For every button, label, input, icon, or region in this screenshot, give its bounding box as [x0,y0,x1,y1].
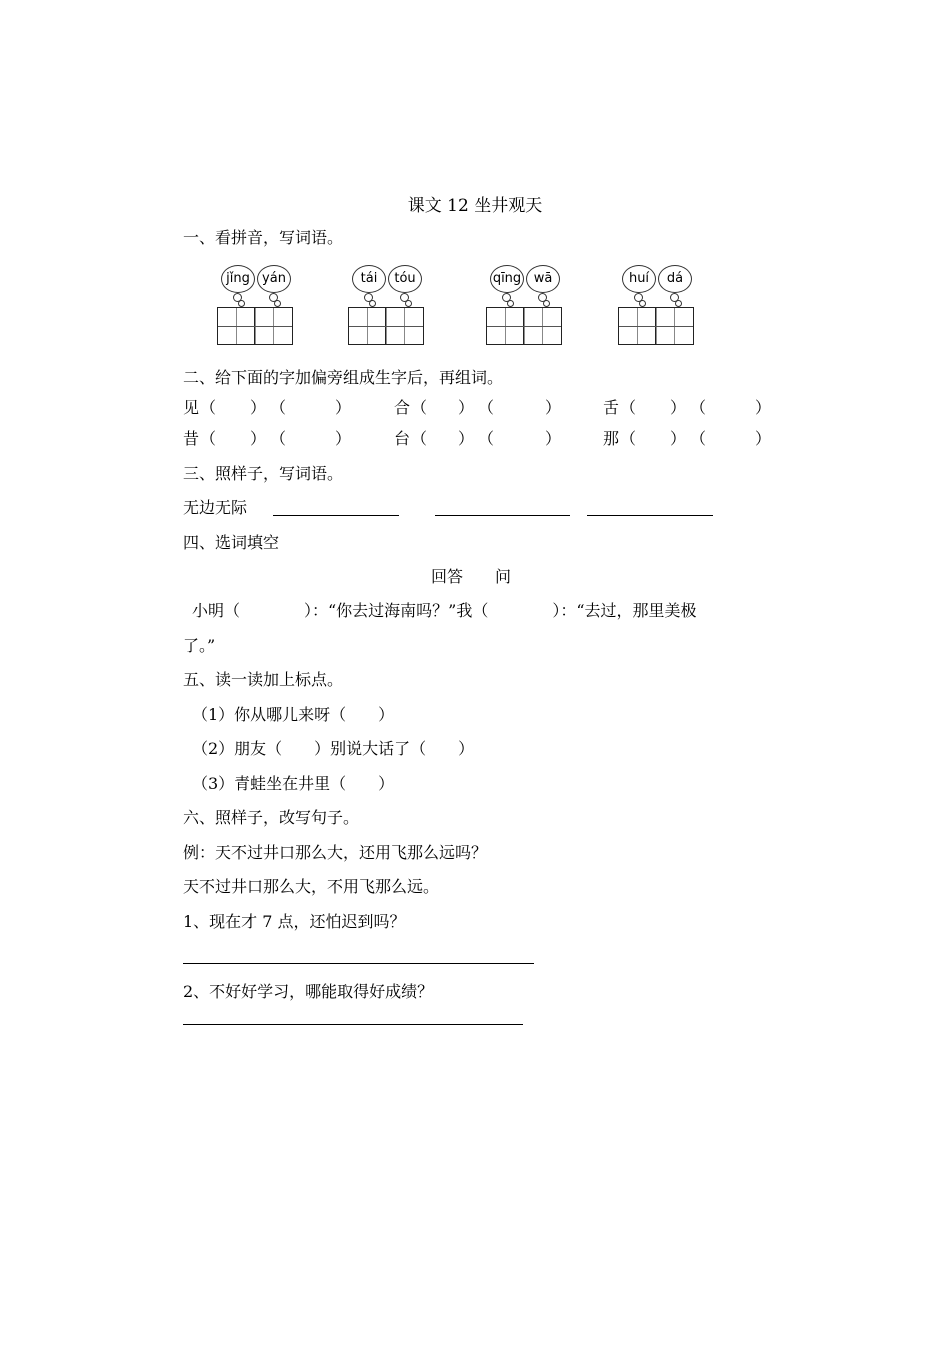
page-title: 课文 12 坐井观天 [407,196,543,216]
pinyin-bubble: jǐng [221,265,255,293]
pinyin-bubble: yán [257,265,291,293]
pinyin-bubble: tái [352,265,386,293]
writing-grid[interactable] [217,307,293,345]
pinyin-group-4 [618,265,698,355]
writing-grid[interactable] [486,307,562,345]
char-na: 那 [603,429,620,448]
char-he: 合 [394,398,411,417]
section3-heading: 三、照样子，写词语。 [183,464,344,483]
word-choices: 回答 问 [431,567,512,586]
pinyin-bubble: qīng [490,265,524,293]
section6-heading: 六、照样子，改写句子。 [183,808,360,827]
punct-item-2: （2）朋友（ ）别说大话了（ ） [192,739,475,758]
question-1: 1、现在才 7 点，还怕迟到吗？ [183,912,406,931]
section2-heading: 二、给下面的字加偏旁组成生字后，再组词。 [183,368,504,387]
section4-heading: 四、选词填空 [183,533,280,552]
question-2: 2、不好好学习，哪能取得好成绩？ [183,982,434,1001]
char-xi: 昔 [183,429,200,448]
punct-item-1: （1）你从哪儿来呀（ ） [192,705,395,724]
pinyin-bubble: tóu [388,265,422,293]
pinyin-group-1 [217,265,297,355]
answer-line[interactable] [183,963,534,964]
answer-line[interactable] [273,515,399,516]
writing-grid[interactable] [348,307,424,345]
answer-line[interactable] [183,1024,523,1025]
writing-grid[interactable] [618,307,694,345]
answer-line[interactable] [587,515,713,516]
fill-sentence-line2: 了。” [183,636,216,655]
pinyin-bubble: dá [658,265,692,293]
pinyin-bubble: wā [526,265,560,293]
char-she: 舌 [603,398,620,417]
pinyin-group-3 [486,265,566,355]
fill-sentence-line1: 小明（ ）：“你去过海南吗？”我（ ）：“去过，那里美极 [192,601,697,620]
pinyin-group-2 [348,265,428,355]
example-word: 无边无际 [183,498,248,517]
punct-item-3: （3）青蛙坐在井里（ ） [192,774,395,793]
char-tai: 台 [394,429,411,448]
answer-line[interactable] [435,515,570,516]
char-jian: 见 [183,398,200,417]
section1-heading: 一、看拼音，写词语。 [183,228,344,247]
section5-heading: 五、读一读加上标点。 [183,670,344,689]
example-answer: 天不过井口那么大，不用飞那么远。 [183,877,440,896]
pinyin-bubble: huí [622,265,656,293]
example-question: 例：天不过井口那么大，还用飞那么远吗？ [183,843,488,862]
